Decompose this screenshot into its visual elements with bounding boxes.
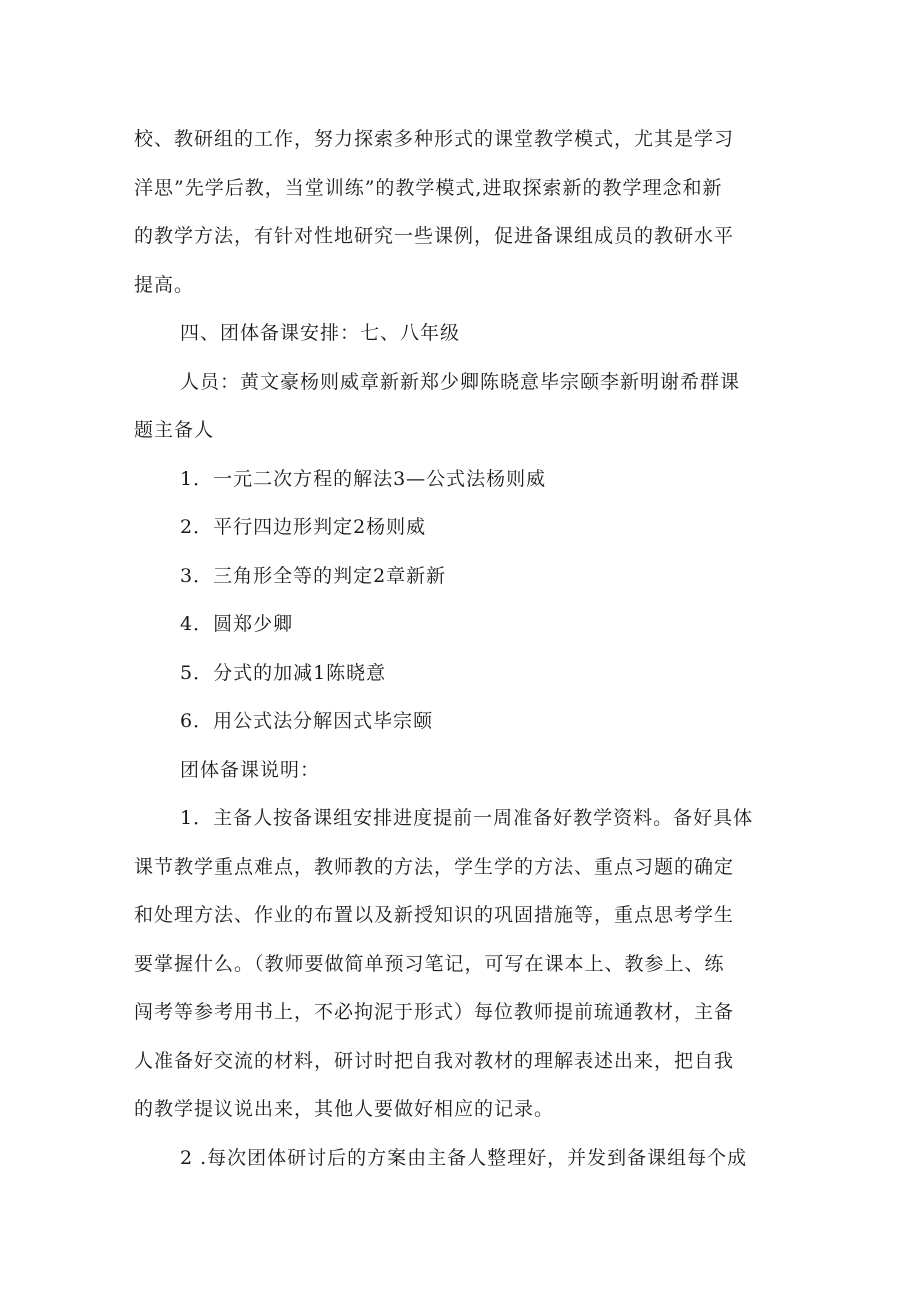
text-line: 1．主备人按备课组安排进度提前一周准备好教学资料。备好具体 <box>180 807 754 829</box>
text-line: 提高。 <box>134 273 195 296</box>
text-line: 要掌握什么。（教师要做简单预习笔记，可写在课本上、教参上、练 <box>134 952 725 975</box>
text-line: 人准备好交流的材料，研讨时把自我对教材的理解表述出来，把自我 <box>134 1049 735 1072</box>
text-line: 课节教学重点难点，教师教的方法，学生学的方法、重点习题的确定 <box>134 855 735 878</box>
list-item: 3．三角形全等的判定2章新新 <box>180 564 447 587</box>
text-line: 人员：黄文豪杨则威章新新郑少卿陈晓意毕宗颐李新明谢希群课 <box>180 370 741 393</box>
list-item: 1．一元二次方程的解法3—公式法杨则威 <box>180 467 547 490</box>
text-line: 校、教研组的工作，努力探索多种形式的课堂教学模式，尤其是学习 <box>134 128 735 150</box>
text-line: 和处理方法、作业的布置以及新授知识的巩固措施等，重点思考学生 <box>134 904 735 926</box>
text-line: 2 .每次团体研讨后的方案由主备人整理好，并发到备课组每个成 <box>180 1146 748 1169</box>
text-line: 洋思”先学后教，当堂训练”的教学模式,进取探索新的教学理念和新 <box>134 176 723 199</box>
text-line: 闯考等参考用书上，不必拘泥于形式）每位教师提前琉通教材，主备 <box>134 1001 735 1023</box>
list-item: 5．分式的加减1陈晓意 <box>180 661 387 684</box>
document-body <box>134 115 790 1182</box>
intro-paragraph <box>134 115 790 309</box>
text-line: 的教学方法，有针对性地研究一些课例，促进备课组成员的教研水平 <box>134 225 735 247</box>
note-1-paragraph <box>134 794 790 1134</box>
notes-heading: 团体备课说明： <box>180 758 321 781</box>
list-item: 4．圆郑少卿 <box>180 613 294 635</box>
note-2-paragraph <box>134 1134 790 1183</box>
personnel-paragraph <box>134 358 790 455</box>
text-line: 的教学提议说出来，其他人要做好相应的记录。 <box>134 1098 555 1120</box>
topic-list <box>134 455 790 746</box>
list-item: 6．用公式法分解因式毕宗颐 <box>180 710 434 732</box>
text-line: 题主备人 <box>134 419 215 441</box>
section-heading: 四、团体备课安排：七、八年级 <box>180 322 461 344</box>
list-item: 2．平行四边形判定2杨则威 <box>180 516 427 538</box>
